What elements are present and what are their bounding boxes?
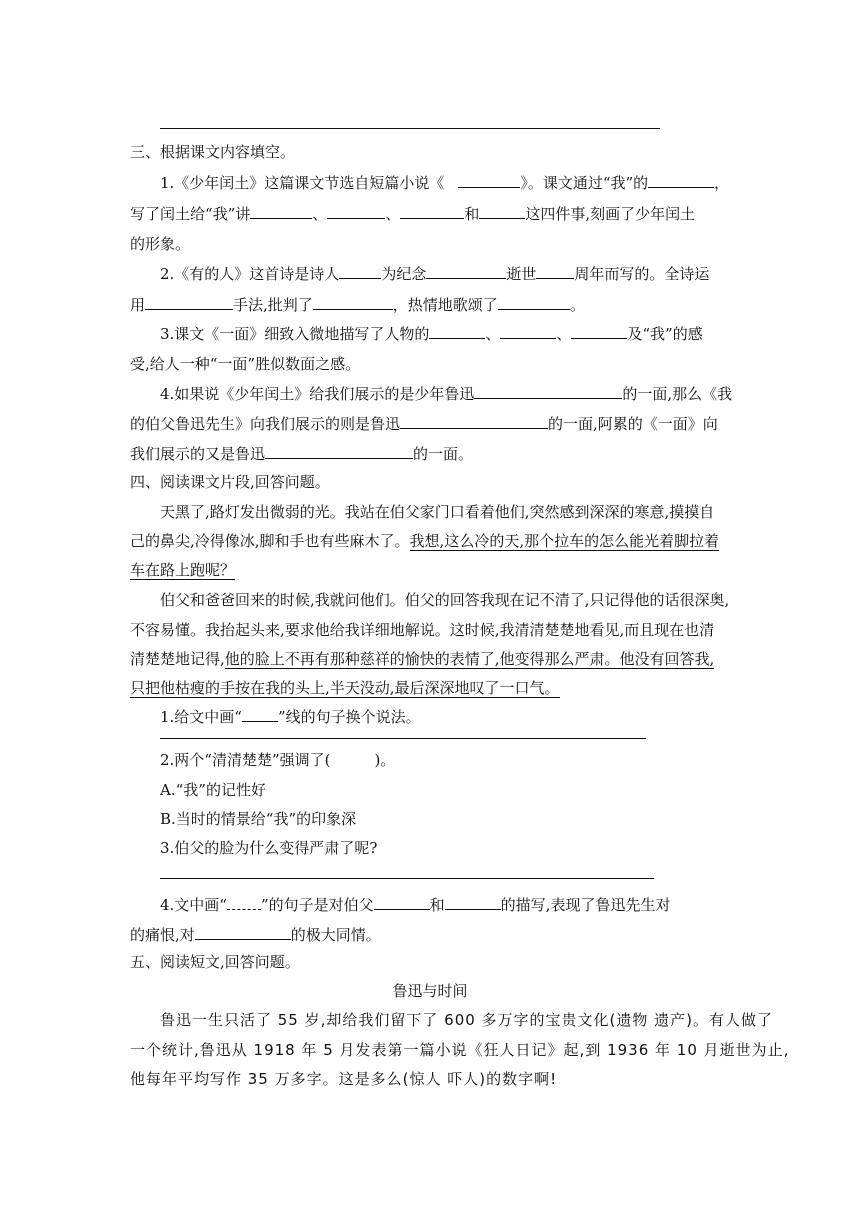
blank-desc-a[interactable]: [374, 894, 430, 910]
blank-technique[interactable]: [145, 294, 233, 310]
passage-p2-line3: 清楚楚地记得,他的脸上不再有那种慈祥的愉快的表情了,他变得那么严肃。他没有回答我,: [130, 650, 715, 668]
passage-title: 鲁迅与时间: [392, 982, 468, 1000]
passage-p1-line2: 己的鼻尖,冷得像冰,脚和手也有些麻木了。我想,这么冷的天,那个拉车的怎么能光着脚拉着: [130, 532, 720, 550]
blank-desc-1[interactable]: [429, 323, 485, 339]
passage-p2-line1: 伯父和爸爸回来的时候,我就问他们。伯父的回答我现在记不清了,只记得他的话很深奥,: [160, 591, 730, 609]
s3-q3-line2: 受,给人一种“一面”胜似数面之感。: [130, 355, 361, 373]
s3-q4-line2: 的伯父鲁迅先生》向我们展示的则是鲁迅 的一面,阿累的《一面》向: [130, 415, 718, 433]
s4-q2: 2.两个“清清楚楚”强调了( )。: [160, 751, 396, 769]
s4-q4-line2: 的痛恨,对 的极大同情。: [130, 926, 381, 944]
blank-story-2[interactable]: [327, 203, 385, 219]
blank-uncle-luxun[interactable]: [400, 413, 548, 429]
dashed-sample-mark: [227, 897, 261, 910]
passage-p1-line3: [130, 560, 730, 580]
underlined-sentence-1-end: 车在路上跑呢？: [130, 561, 236, 579]
option-a[interactable]: A.“我”的记性好: [160, 781, 266, 799]
passage-p2-line4: [130, 678, 730, 698]
answer-line-q3[interactable]: [160, 878, 654, 879]
s4-q4-line1: 4.文中画“ ”的句子是对伯父 和 的描写,表现了鲁迅先生对: [160, 896, 671, 914]
blank-sympathy[interactable]: [195, 924, 291, 940]
passage-line-2: 一个统计,鲁迅从 1918 年 5 月发表第一篇小说《狂人日记》起,到 1936 年 10 月逝世为止,: [130, 1041, 790, 1059]
blank-poet[interactable]: [339, 263, 381, 279]
blank-novel[interactable]: [458, 172, 520, 188]
s3-q1-line1: 1.《少年闰土》这篇课文节选自短篇小说《 》。课文通过“我”的 ，: [160, 174, 730, 192]
s3-q3-line1: 3.课文《一面》细致入微地描写了人物的 、 、 及“我”的感: [160, 325, 703, 343]
underlined-sentence-2: 他的脸上不再有那种慈祥的愉快的表情了,他变得那么严肃。他没有回答我,: [224, 650, 715, 668]
s3-q2-line2: 用 手法,批判了 ，热情地歌颂了 。: [130, 296, 585, 314]
s3-q1-line3: 的形象。: [130, 235, 191, 253]
section-5-heading: 五、阅读短文,回答问题。: [130, 953, 300, 971]
blank-one-meeting[interactable]: [265, 443, 413, 459]
s3-q4-line1: 4.如果说《少年闰土》给我们展示的是少年鲁迅 的一面,那么《我: [160, 385, 733, 403]
blank-perspective[interactable]: [648, 172, 714, 188]
answer-line-top: [160, 128, 660, 129]
blank-praised[interactable]: [498, 294, 570, 310]
passage-p1-line1: 天黑了,路灯发出微弱的光。我站在伯父家门口看着他们,突然感到深深的寒意,摸摸自: [160, 503, 715, 521]
s4-q1: 1.给文中画“ ”线的句子换个说法。: [160, 708, 421, 726]
blank-anniversary[interactable]: [536, 263, 574, 279]
blank-commemorated[interactable]: [426, 263, 506, 279]
blank-story-3[interactable]: [400, 203, 464, 219]
blank-criticized[interactable]: [313, 294, 393, 310]
passage-p2-line2: 不容易懂。我抬起头来,要求他给我详细地解说。这时候,我清清楚楚地看见,而且现在也清: [130, 621, 715, 639]
underline-sample-mark: [242, 709, 278, 722]
blank-story-4[interactable]: [479, 203, 525, 219]
option-b[interactable]: B.当时的情景给“我”的印象深: [160, 810, 357, 828]
passage-line-1: 鲁迅一生只活了 55 岁,却给我们留下了 600 多万字的宝贵文化(遗物 遗产)。有人做了: [160, 1011, 774, 1029]
answer-line-q1[interactable]: [160, 738, 646, 739]
s3-q1-line2: 写了闰土给“我”讲 、 、 和 这四件事,刻画了少年闰土: [130, 205, 696, 223]
s4-q3: 3.伯父的脸为什么变得严肃了呢?: [160, 839, 378, 857]
s3-q4-line3: 我们展示的又是鲁迅 的一面。: [130, 445, 474, 463]
blank-story-1[interactable]: [250, 203, 312, 219]
section-3-heading: 三、根据课文内容填空。: [130, 143, 296, 161]
section-4-heading: 四、阅读课文片段,回答问题。: [130, 473, 330, 491]
underlined-sentence-2-end: 只把他枯瘦的手按在我的头上,半天没动,最后深深地叹了一口气。: [130, 679, 560, 697]
passage-line-3: 他每年平均写作 35 万多字。这是多么(惊人 吓人)的数字啊!: [130, 1070, 558, 1088]
blank-desc-2[interactable]: [500, 323, 556, 339]
blank-young-luxun[interactable]: [474, 383, 622, 399]
blank-desc-3[interactable]: [571, 323, 627, 339]
blank-desc-b[interactable]: [445, 894, 501, 910]
underlined-sentence-1: 我想,这么冷的天,那个拉车的怎么能光着脚拉着: [409, 532, 720, 550]
s3-q2-line1: 2.《有的人》这首诗是诗人 为纪念 逝世 周年而写的。全诗运: [160, 265, 710, 283]
